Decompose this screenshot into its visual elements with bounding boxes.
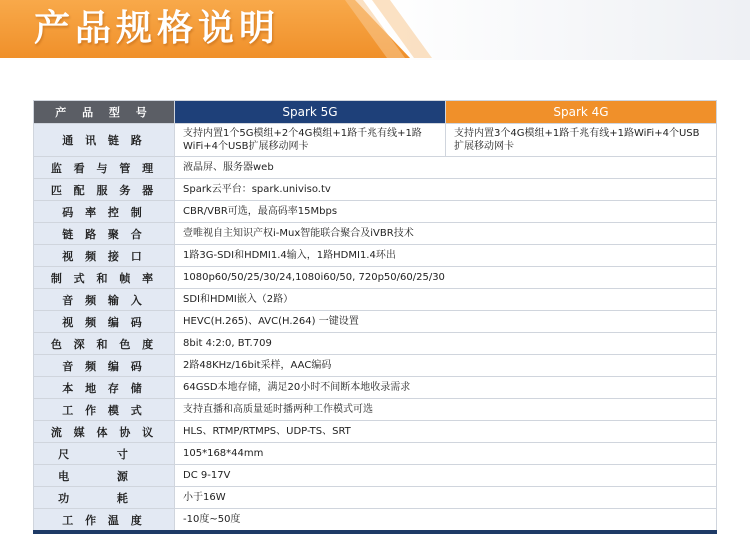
comm-spark-4g-value: 支持内置3个4G模组+1路千兆有线+1路WiFi+4个USB扩展移动网卡	[446, 124, 717, 157]
table-row	[34, 377, 717, 399]
table-row	[34, 487, 717, 509]
header-spark-4g: Spark 4G	[446, 101, 717, 124]
table-row	[34, 333, 717, 355]
row-label: 码 率 控 制	[34, 201, 175, 223]
table-row	[34, 267, 717, 289]
row-label: 工 作 模 式	[34, 399, 175, 421]
row-label: 功 耗	[34, 487, 175, 509]
row-label: 流 媒 体 协 议	[34, 421, 175, 443]
row-label: 本 地 存 储	[34, 377, 175, 399]
row-value: 1路3G-SDI和HDMI1.4输入，1路HDMI1.4环出	[175, 245, 717, 267]
row-value: 壹唯视自主知识产权i-Mux智能联合聚合及iVBR技术	[175, 223, 717, 245]
row-value: 64GSD本地存储，满足20小时不间断本地收录需求	[175, 377, 717, 399]
row-value: HEVC(H.265)、AVC(H.264) 一键设置	[175, 311, 717, 333]
header-spark-5g: Spark 5G	[175, 101, 446, 124]
spec-table	[33, 100, 717, 534]
row-label: 视 频 编 码	[34, 311, 175, 333]
table-row	[34, 201, 717, 223]
table-row	[34, 509, 717, 533]
table-row	[34, 245, 717, 267]
row-label: 尺 寸	[34, 443, 175, 465]
row-value: Spark云平台：spark.univiso.tv	[175, 179, 717, 201]
table-row	[34, 443, 717, 465]
comm-spark-5g-value: 支持内置1个5G模组+2个4G模组+1路千兆有线+1路WiFi+4个USB扩展移动网卡	[175, 124, 446, 157]
row-value: HLS、RTMP/RTMPS、UDP-TS、SRT	[175, 421, 717, 443]
row-value: DC 9-17V	[175, 465, 717, 487]
row-value: 1080p60/50/25/30/24,1080i60/50, 720p50/60/25/30	[175, 267, 717, 289]
row-value: 8bit 4:2:0, BT.709	[175, 333, 717, 355]
row-label: 通 讯 链 路	[34, 124, 175, 157]
row-label: 色 深 和 色 度	[34, 333, 175, 355]
header-model-label: 产 品 型 号	[34, 101, 175, 124]
row-value: CBR/VBR可选，最高码率15Mbps	[175, 201, 717, 223]
row-value: 液晶屏、服务器web	[175, 157, 717, 179]
table-row	[34, 157, 717, 179]
table-row	[34, 223, 717, 245]
row-label: 视 频 接 口	[34, 245, 175, 267]
table-header-row	[34, 101, 717, 124]
table-row	[34, 311, 717, 333]
row-value: 2路48KHz/16bit采样，AAC编码	[175, 355, 717, 377]
table-row	[34, 421, 717, 443]
row-value: SDI和HDMI嵌入（2路）	[175, 289, 717, 311]
table-row	[34, 179, 717, 201]
table-row	[34, 124, 717, 157]
row-label: 音 频 输 入	[34, 289, 175, 311]
row-label: 制 式 和 帧 率	[34, 267, 175, 289]
page-title: 产品规格说明	[34, 8, 281, 49]
row-label: 链 路 聚 合	[34, 223, 175, 245]
row-value: 小于16W	[175, 487, 717, 509]
table-row	[34, 399, 717, 421]
table-row	[34, 289, 717, 311]
row-label: 电 源	[34, 465, 175, 487]
table-row	[34, 465, 717, 487]
table-row	[34, 355, 717, 377]
row-value: 支持直播和高质量延时播两种工作模式可选	[175, 399, 717, 421]
row-label: 音 频 编 码	[34, 355, 175, 377]
row-value: 105*168*44mm	[175, 443, 717, 465]
row-label: 工 作 温 度	[34, 509, 175, 533]
row-label: 监 看 与 管 理	[34, 157, 175, 179]
row-value: -10度~50度	[175, 509, 717, 533]
row-label: 匹 配 服 务 器	[34, 179, 175, 201]
